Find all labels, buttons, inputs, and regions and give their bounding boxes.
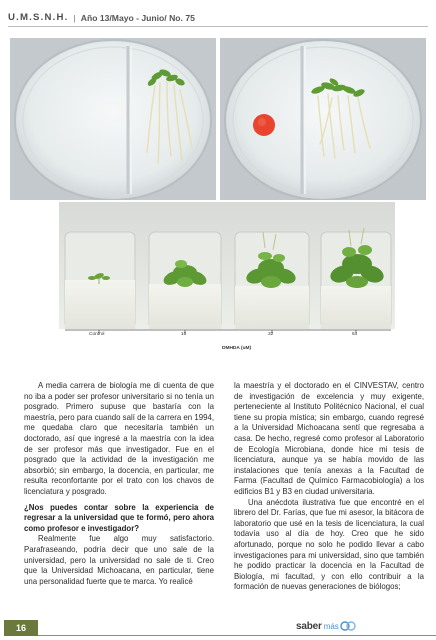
footer-rule xyxy=(38,635,436,636)
axis-title: DMHDA (uM) xyxy=(222,346,252,351)
brand-swirl-icon xyxy=(340,620,356,632)
brand-main: saber xyxy=(296,620,322,632)
issue-info: Año 13/Mayo - Junio/ No. 75 xyxy=(80,12,195,23)
brand-logo xyxy=(296,620,356,632)
page-number: 16 xyxy=(4,620,38,636)
axis-tick-32: 32 xyxy=(268,332,274,337)
page-footer xyxy=(0,618,436,640)
paragraph: Realmente fue algo muy satisfactorio. Parafraseando, podría decir que uno sale de la universidad, pero la universidad no sale de ti. Creo que la Universidad Michoacana, en particular, tiene una personalidad fuerte que te marca. Yo realicé xyxy=(24,534,214,586)
column-left xyxy=(24,381,214,587)
petri-dish-photo-left xyxy=(10,38,216,200)
paragraph: A media carrera de biología me di cuenta de que no iba a poder ser profesor universitario si no tenía un posgrado. Primero supuse que bastaría con la maestría, pero para cuando salí de la carrera en 1994, me quedaba claro que necesitaría también un doctorado, así que ingresé a la maestría con la idea de ser profesor más que investigador. Fue en el posgrado que la actividad de la investigación me absorbió; sin embargo, la docencia, en particular, me resulta reconfortante por el trato con los chavos de licenciatura y posgrado. xyxy=(24,381,214,496)
running-header xyxy=(8,12,195,23)
paragraph: Una anécdota ilustrativa fue que encontré en el librero del Dr. Farías, que fue mi asesor, la bitácora de laboratorio que usé en la tesis de licenciatura, la cual todavía uso al día de hoy. Creo que he sido afortunado, porque no solo he podido llevar a cabo investigaciones para mi universidad, sino que también he podido practicar la docencia en la Facultad de Biología, mi facultad, y con ello contribuir a la formación de nuevas generaciones de biólogos; xyxy=(234,497,424,592)
journal-org: U.M.S.N.H. xyxy=(8,12,69,23)
article-body xyxy=(24,381,428,615)
brand-accent: más xyxy=(323,621,339,631)
interview-question: ¿Nos puedes contar sobre la experiencia de regresar a la universidad que te formó, pero ahora como profesor e investigador? xyxy=(24,502,214,533)
figure-axis xyxy=(59,329,395,363)
header-separator: | xyxy=(73,12,76,23)
column-right xyxy=(234,381,424,593)
plant-jars-photo xyxy=(59,202,395,329)
axis-tick-16: 16 xyxy=(181,332,187,337)
axis-tick-control: Control xyxy=(89,332,105,337)
header-rule xyxy=(8,26,428,27)
petri-dish-photo-right xyxy=(220,38,426,200)
axis-tick-64: 64 xyxy=(352,332,358,337)
paragraph: la maestría y el doctorado en el CINVESTAV, centro de investigación de excelencia y muy exigente, perteneciente al Instituto Politécnico Nacional, el cual tiene su propia mística; sin embargo, cuando regresé a la Universidad Michoacana sentí que regresaba a casa. De hecho, regresé como profesor al Laboratorio de Ecología Microbiana, donde hice mi tesis de licenciatura, aunque ya se había movido de las instalaciones que tenía anexas a la Facultad de Farma (Facultad de Químico Farmacobiología) a los edificios B1 y B3 en ciudad universitaria. xyxy=(234,381,424,496)
